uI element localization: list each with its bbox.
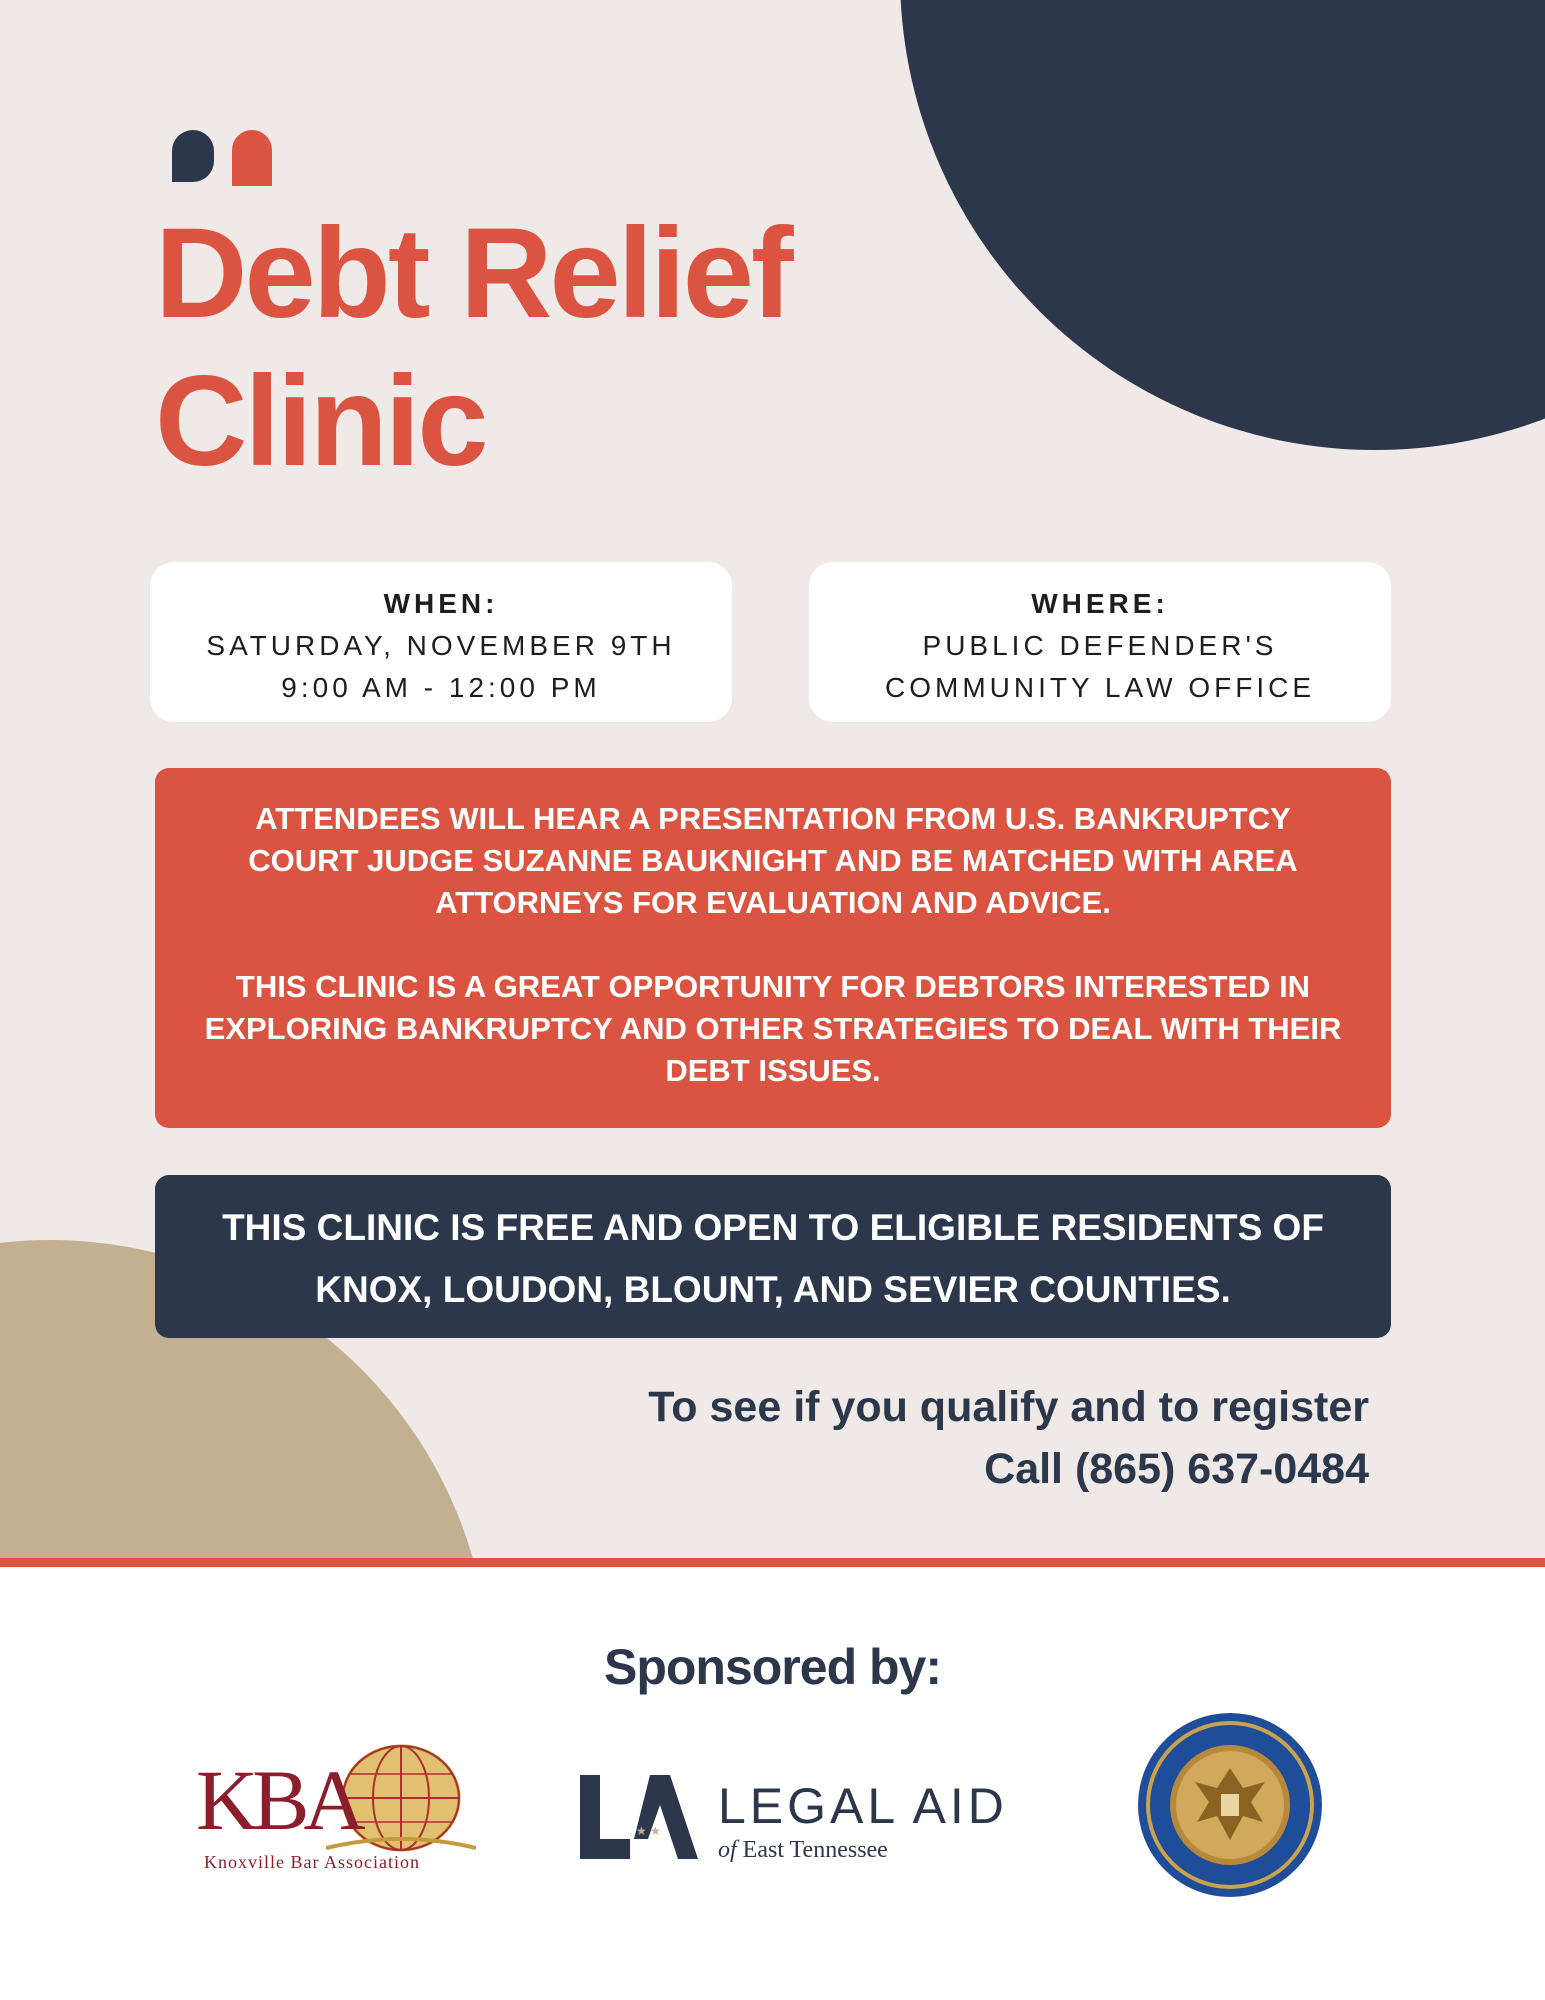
register-line-1: To see if you qualify and to register xyxy=(648,1383,1369,1431)
description-paragraph-2: THIS CLINIC IS A GREAT OPPORTUNITY FOR DEBTORS INTERESTED IN EXPLORING BANKRUPTCY AND OTHER STRATEGIES TO DEAL WITH THEIR DEBT ISSUES. xyxy=(204,969,1342,1088)
phone-number: Call (865) 637-0484 xyxy=(984,1445,1369,1493)
page-title xyxy=(155,200,791,496)
eligibility-text: THIS CLINIC IS FREE AND OPEN TO ELIGIBLE RESIDENTS OF KNOX, LOUDON, BLOUNT, AND SEVIER COUNTIES. xyxy=(222,1207,1324,1310)
bankruptcy-court-seal-icon xyxy=(1135,1710,1325,1900)
sponsored-heading: Sponsored by: xyxy=(603,1639,942,1695)
where-heading: WHERE: xyxy=(1031,588,1169,619)
kba-letters: KBA xyxy=(196,1752,360,1848)
navy-drop-shape xyxy=(172,130,214,182)
event-time: 9:00 AM - 12:00 PM xyxy=(281,672,601,703)
where-card xyxy=(809,562,1391,722)
legal-aid-place: East Tennessee xyxy=(742,1837,888,1863)
legal-aid-logo xyxy=(578,1765,1058,1875)
location-line-1: PUBLIC DEFENDER'S xyxy=(922,630,1278,661)
svg-text:★: ★ xyxy=(636,1824,647,1838)
red-arch-shape xyxy=(232,130,272,186)
event-date: SATURDAY, NOVEMBER 9TH xyxy=(206,630,676,661)
register-info xyxy=(648,1376,1369,1500)
kba-logo xyxy=(196,1740,486,1880)
location-line-2: COMMUNITY LAW OFFICE xyxy=(885,672,1315,703)
eligibility-box xyxy=(155,1175,1391,1338)
legal-aid-of: of xyxy=(718,1837,737,1863)
when-card xyxy=(150,562,732,722)
legal-aid-la-icon xyxy=(578,1765,698,1865)
legal-aid-subtitle xyxy=(718,1837,888,1864)
title-line-1: Debt Relief xyxy=(155,202,791,345)
description-box xyxy=(155,768,1391,1128)
svg-text:★: ★ xyxy=(650,1824,661,1838)
title-line-2: Clinic xyxy=(155,350,486,493)
when-heading: WHEN: xyxy=(383,588,499,619)
divider-rule xyxy=(0,1558,1545,1567)
kba-name: Knoxville Bar Association xyxy=(204,1852,420,1872)
description-paragraph-1: ATTENDEES WILL HEAR A PRESENTATION FROM U.S. BANKRUPTCY COURT JUDGE SUZANNE BAUKNIGHT AND BE MATCHED WITH AREA ATTORNEYS FOR EVALUATION AND ADVICE. xyxy=(248,801,1298,920)
legal-aid-name: LEGAL AID xyxy=(718,1778,1008,1834)
navy-decor-circle xyxy=(900,0,1545,450)
